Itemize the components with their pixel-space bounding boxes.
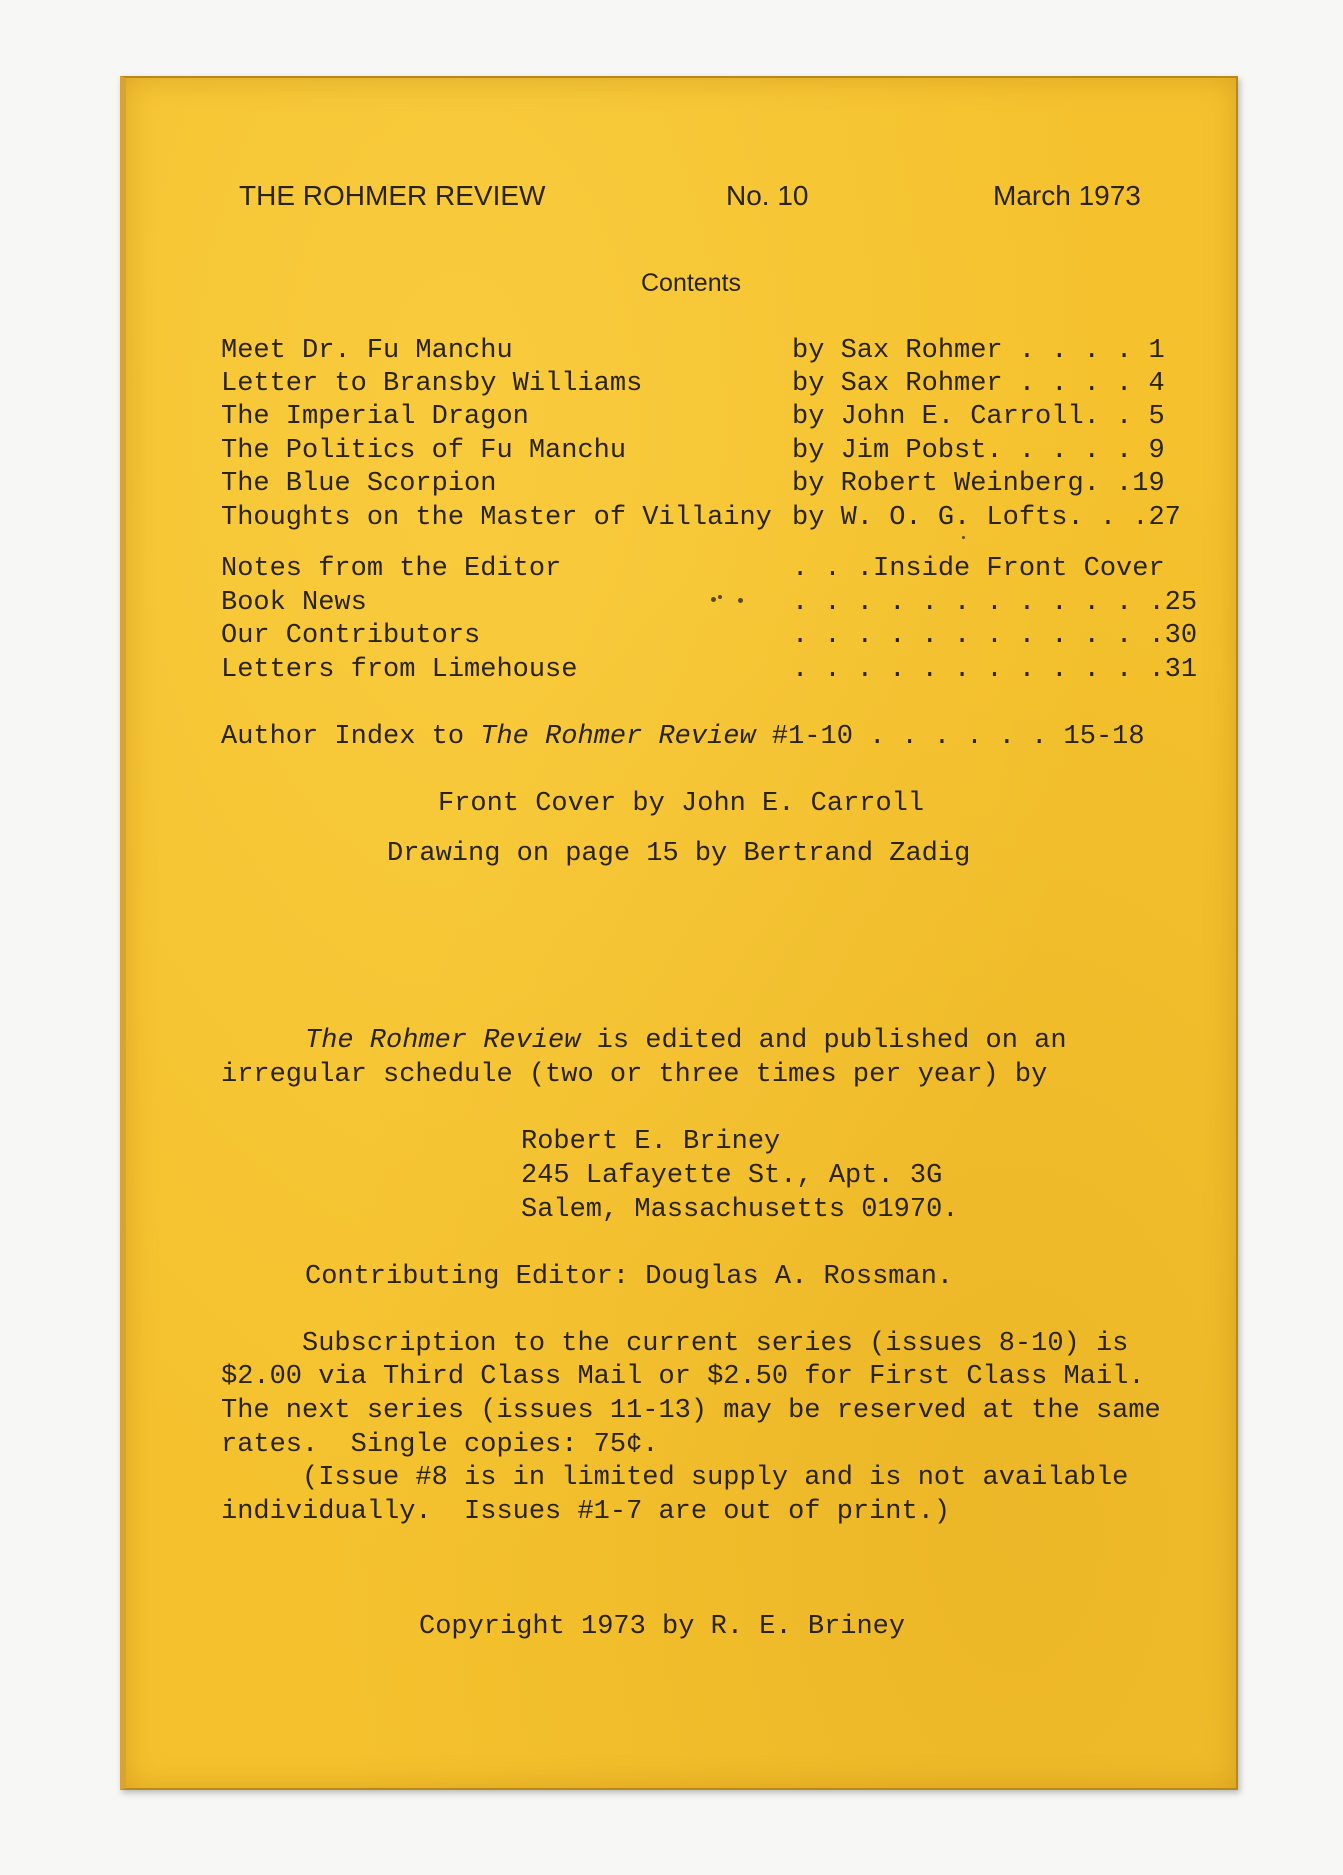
subscription-line: individually. Issues #1-7 are out of print.)	[221, 1497, 951, 1527]
index-prefix: Author Index to	[221, 722, 481, 752]
subscription-line: The next series (issues 11-13) may be reserved at the same	[221, 1396, 1161, 1426]
cover-credit: Front Cover by John E. Carroll	[438, 789, 925, 819]
index-publication-title: The Rohmer Review	[480, 722, 756, 752]
article-title: Thoughts on the Master of Villainy	[221, 503, 772, 533]
article-byline: by Jim Pobst. . . . . 9	[792, 436, 1165, 466]
address-name: Robert E. Briney	[521, 1127, 781, 1157]
feature-page: . . . . . . . . . . . .30	[792, 621, 1198, 651]
address-city: Salem, Massachusetts 01970.	[521, 1195, 959, 1225]
article-title: The Blue Scorpion	[221, 469, 497, 499]
magazine-title: THE ROHMER REVIEW	[239, 180, 546, 211]
magazine-page	[120, 76, 1238, 1790]
subscription-line: (Issue #8 is in limited supply and is not available	[221, 1463, 1129, 1493]
issue-number: No. 10	[726, 180, 809, 211]
address-street: 245 Lafayette St., Apt. 3G	[521, 1161, 943, 1191]
feature-title: Our Contributors	[221, 621, 481, 651]
ink-speck	[738, 598, 743, 603]
publisher-note-line1	[305, 1028, 1067, 1055]
article-byline: by Robert Weinberg. .19	[792, 469, 1165, 499]
contents-heading: Contents	[641, 269, 742, 297]
drawing-credit: Drawing on page 15 by Bertrand Zadig	[387, 839, 971, 869]
copyright-notice: Copyright 1973 by R. E. Briney	[419, 1612, 906, 1642]
subscription-line: $2.00 via Third Class Mail or $2.50 for First Class Mail.	[221, 1362, 1145, 1392]
feature-page: . . .Inside Front Cover	[792, 554, 1165, 584]
issue-date: March 1973	[993, 180, 1141, 211]
ink-speck	[962, 536, 965, 539]
publication-title-italic: The Rohmer Review	[305, 1026, 581, 1056]
index-suffix: #1-10 . . . . . . 15-18	[755, 722, 1145, 752]
article-byline: by Sax Rohmer . . . . 4	[792, 369, 1165, 399]
article-title: Letter to Bransby Williams	[221, 369, 643, 399]
feature-title: Notes from the Editor	[221, 554, 562, 584]
author-index-line	[221, 724, 1145, 751]
feature-title: Letters from Limehouse	[221, 655, 578, 685]
ink-speck	[711, 597, 716, 602]
article-byline: by W. O. G. Lofts. . .27	[792, 503, 1181, 533]
article-title: Meet Dr. Fu Manchu	[221, 336, 513, 366]
contributing-editor: Contributing Editor: Douglas A. Rossman.	[305, 1262, 954, 1292]
feature-page: . . . . . . . . . . . .31	[792, 655, 1198, 685]
article-byline: by John E. Carroll. . 5	[792, 402, 1165, 432]
publisher-note-rest: is edited and published on an	[580, 1026, 1067, 1056]
article-byline: by Sax Rohmer . . . . 1	[792, 336, 1165, 366]
feature-title: Book News	[221, 588, 367, 618]
subscription-line: Subscription to the current series (issues 8-10) is	[221, 1329, 1129, 1359]
article-title: The Imperial Dragon	[221, 402, 529, 432]
ink-speck	[718, 595, 722, 599]
subscription-line: rates. Single copies: 75¢.	[221, 1430, 659, 1460]
publisher-note-line2: irregular schedule (two or three times per year) by	[221, 1060, 1048, 1090]
article-title: The Politics of Fu Manchu	[221, 436, 627, 466]
feature-page: . . . . . . . . . . . .25	[792, 588, 1198, 618]
